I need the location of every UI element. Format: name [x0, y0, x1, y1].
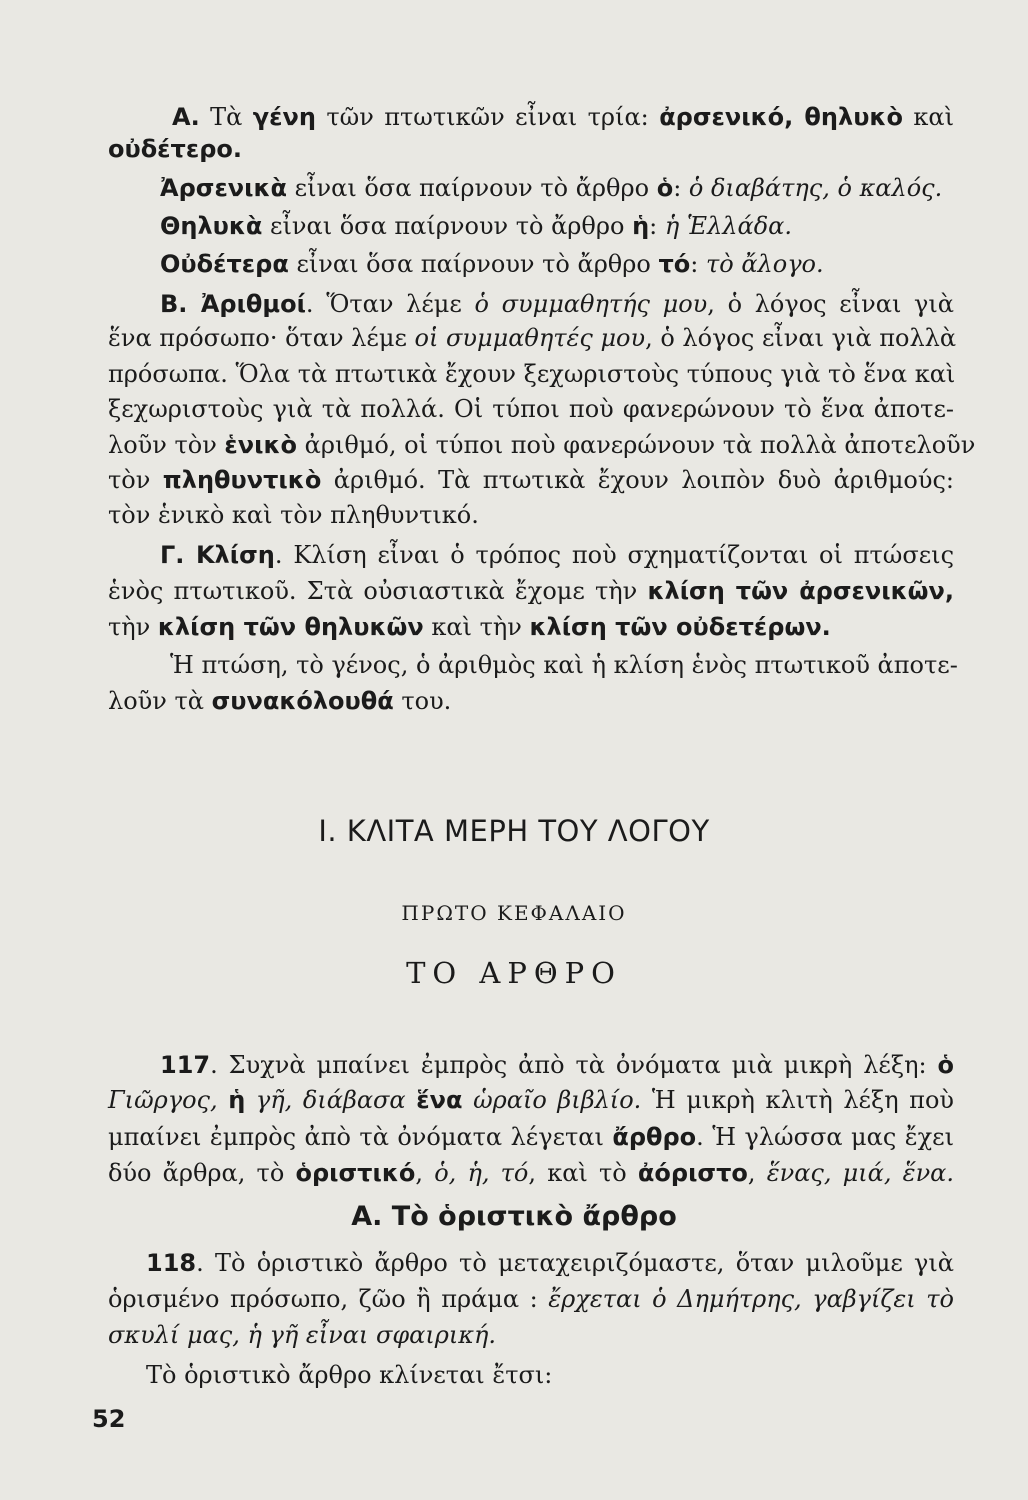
paragraph-118-line-1: 118. Τὸ ὁριστικὸ ἄρθρο τὸ μεταχειριζόμαστε, ὅταν μιλοῦμε γιὰ	[146, 1249, 954, 1277]
paragraph-118-line-2: ὁρισμένο πρόσωπο, ζῶο ἢ πράμα : ἔρχεται ὁ Δημήτρης, γαβγίζει τὸ	[108, 1285, 955, 1313]
section-a-line-1: Α. Τὰ γένη τῶν πτωτικῶν εἶναι τρία: ἀρσενικό, θηλυκὸ καὶ	[172, 103, 954, 131]
section-b-line-6: τὸν πληθυντικὸ ἀριθμό. Τὰ πτωτικὰ ἔχουν λοιπὸν δυὸ ἀριθμούς:	[108, 466, 954, 494]
neuter-definition: Οὐδέτερα εἶναι ὅσα παίρνουν τὸ ἄρθρο τό: τὸ ἄλογο.	[160, 250, 824, 278]
part-heading: Ι. ΚΛΙΤΑ ΜΕΡΗ ΤΟΥ ΛΟΓΟΥ	[318, 814, 710, 848]
section-b-line-3: πρόσωπα. Ὅλα τὰ πτωτικὰ ἔχουν ξεχωριστοὺς τύπους γιὰ τὸ ἕνα καὶ	[108, 360, 956, 388]
section-a-line-2: οὐδέτερο.	[108, 135, 243, 163]
page-number: 52	[92, 1405, 126, 1433]
section-heading: Α. Τὸ ὁριστικὸ ἄρθρο	[351, 1201, 677, 1232]
paragraph-117-line-1: 117. Συχνὰ μπαίνει ἐμπρὸς ἀπὸ τὰ ὀνόματα μιὰ μικρὴ λέξη: ὁ	[160, 1051, 954, 1079]
section-g-line-1: Γ. Κλίση. Κλίση εἶναι ὁ τρόπος ποὺ σχηματίζονται οἱ πτώσεις	[160, 541, 955, 569]
paragraph-118-line-4: Τὸ ὁριστικὸ ἄρθρο κλίνεται ἔτσι:	[146, 1361, 553, 1389]
section-g-line-3: τὴν κλίση τῶν θηλυκῶν καὶ τὴν κλίση τῶν οὐδετέρων.	[108, 613, 831, 641]
paragraph-117-line-3: μπαίνει ἐμπρὸς ἀπὸ τὰ ὀνόματα λέγεται ἄρθρο. Ἡ γλώσσα μας ἔχει	[108, 1123, 954, 1151]
section-b-line-4: ξεχωριστοὺς γιὰ τὰ πολλά. Οἱ τύποι ποὺ φανερώνουν τὸ ἕνα ἀποτε-	[108, 395, 954, 423]
section-g-line-2: ἑνὸς πτωτικοῦ. Στὰ οὐσιαστικὰ ἔχομε τὴν κλίση τῶν ἀρσενικῶν,	[108, 577, 954, 605]
section-g-line-4: Ἡ πτώση, τὸ γένος, ὁ ἀριθμὸς καὶ ἡ κλίση ἑνὸς πτωτικοῦ ἀποτε-	[170, 651, 958, 679]
section-b-line-1: Β. Ἀριθμοί. Ὅταν λέμε ὁ συμμαθητής μου, ὁ λόγος εἶναι γιὰ	[160, 290, 954, 318]
chapter-title: ΤΟ ΑΡΘΡΟ	[406, 956, 622, 990]
section-b-line-5: λοῦν τὸν ἑνικὸ ἀριθμό, οἱ τύποι ποὺ φανερώνουν τὰ πολλὰ ἀποτελοῦν	[108, 431, 976, 459]
paragraph-117-line-2: Γιῶργος, ἡ γῆ, διάβασα ἕνα ὡραῖο βιβλίο. Ἡ μικρὴ κλιτὴ λέξη ποὺ	[108, 1086, 954, 1114]
section-b-line-7: τὸν ἑνικὸ καὶ τὸν πληθυντικό.	[108, 501, 479, 529]
masculine-definition: Ἀρσενικὰ εἶναι ὅσα παίρνουν τὸ ἄρθρο ὁ: ὁ διαβάτης, ὁ καλός.	[160, 174, 943, 202]
chapter-heading: ΠΡΩΤΟ ΚΕΦΑΛΑΙΟ	[401, 901, 627, 925]
paragraph-118-line-3: σκυλί μας, ἡ γῆ εἶναι σφαιρική.	[108, 1321, 497, 1349]
section-b-line-2: ἕνα πρόσωπο· ὅταν λέμε οἱ συμμαθητές μου, ὁ λόγος εἶναι γιὰ πολλὰ	[108, 324, 957, 352]
feminine-definition: Θηλυκὰ εἶναι ὅσα παίρνουν τὸ ἄρθρο ἡ: ἡ Ἑλλάδα.	[160, 212, 792, 240]
paragraph-117-line-4: δύο ἄρθρα, τὸ ὁριστικό, ὁ, ἡ, τό, καὶ τὸ ἀόριστο, ἕνας, μιά, ἕνα.	[108, 1159, 954, 1187]
section-g-line-5: λοῦν τὰ συνακόλουθά του.	[108, 687, 452, 715]
